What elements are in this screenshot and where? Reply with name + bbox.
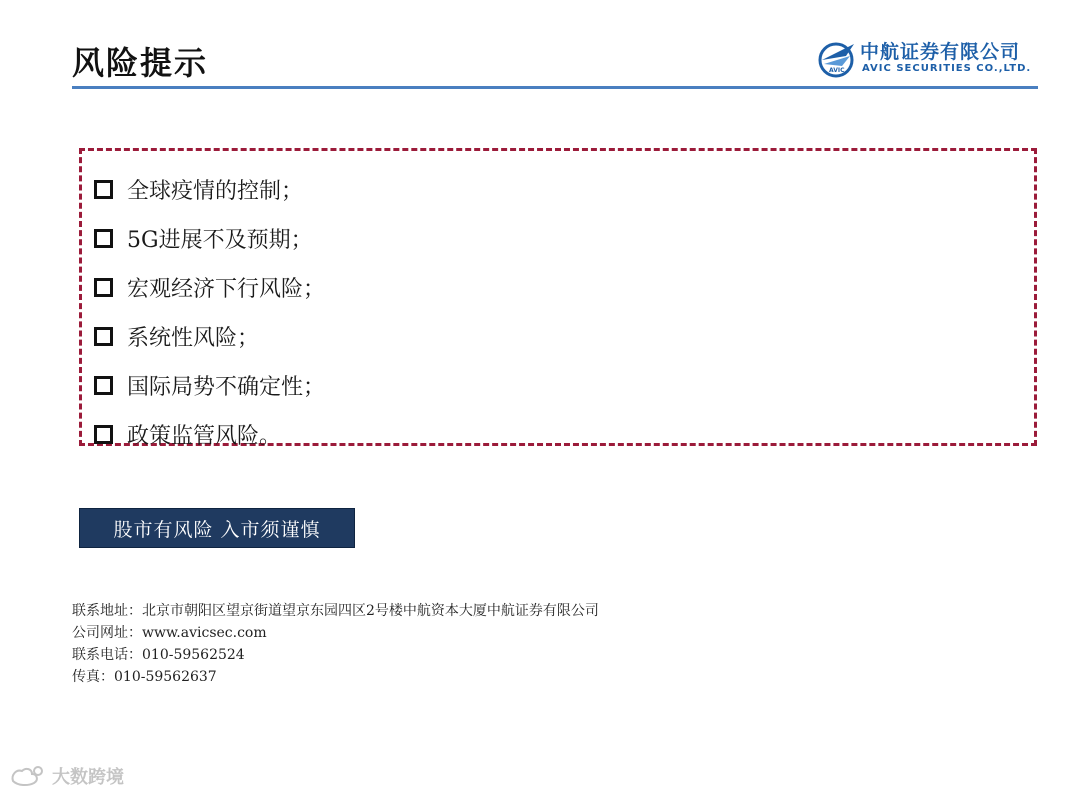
contact-website: 公司网址：www.avicsec.com <box>72 625 267 641</box>
logo-chinese-name: 中航证券有限公司 <box>860 41 1021 63</box>
risk-item-text: 宏观经济下行风险； <box>127 277 326 302</box>
checkbox-icon <box>94 327 113 346</box>
checkbox-icon <box>94 425 113 444</box>
checkbox-icon <box>94 278 113 297</box>
avic-logo-icon <box>816 36 860 80</box>
risk-item <box>94 361 325 410</box>
risk-item <box>94 214 325 263</box>
risk-item-text: 5G进展不及预期； <box>127 228 313 253</box>
checkbox-icon <box>94 376 113 395</box>
page-title: 风险提示 <box>72 44 209 82</box>
risk-list <box>94 165 325 459</box>
risk-item <box>94 410 325 459</box>
risk-warning-banner: 股市有风险 入市须谨慎 <box>79 508 355 548</box>
logo-english-name: AVIC SECURITIES CO.,LTD. <box>862 63 1032 74</box>
contact-address: 联系地址：北京市朝阳区望京街道望京东园四区2号楼中航资本大厦中航证券有限公司 <box>72 603 599 619</box>
risk-item <box>94 263 325 312</box>
risk-item-text: 政策监管风险。 <box>127 424 282 449</box>
risk-item <box>94 312 325 361</box>
risk-item-text: 国际局势不确定性； <box>127 375 326 400</box>
header-divider <box>72 86 1038 89</box>
risk-list-box <box>79 148 1037 449</box>
watermark <box>10 764 124 788</box>
contact-info <box>72 600 599 688</box>
company-logo <box>816 36 1038 80</box>
risk-item <box>94 165 325 214</box>
risk-item-text: 系统性风险； <box>127 326 260 351</box>
weibo-watermark-icon <box>10 765 46 787</box>
checkbox-icon <box>94 180 113 199</box>
watermark-text: 大数跨境 <box>52 767 124 788</box>
checkbox-icon <box>94 229 113 248</box>
logo-mark-text: AVIC <box>829 67 845 74</box>
contact-fax: 传真：010-59562637 <box>72 669 217 685</box>
contact-phone: 联系电话：010-59562524 <box>72 647 245 663</box>
risk-item-text: 全球疫情的控制； <box>127 179 304 204</box>
